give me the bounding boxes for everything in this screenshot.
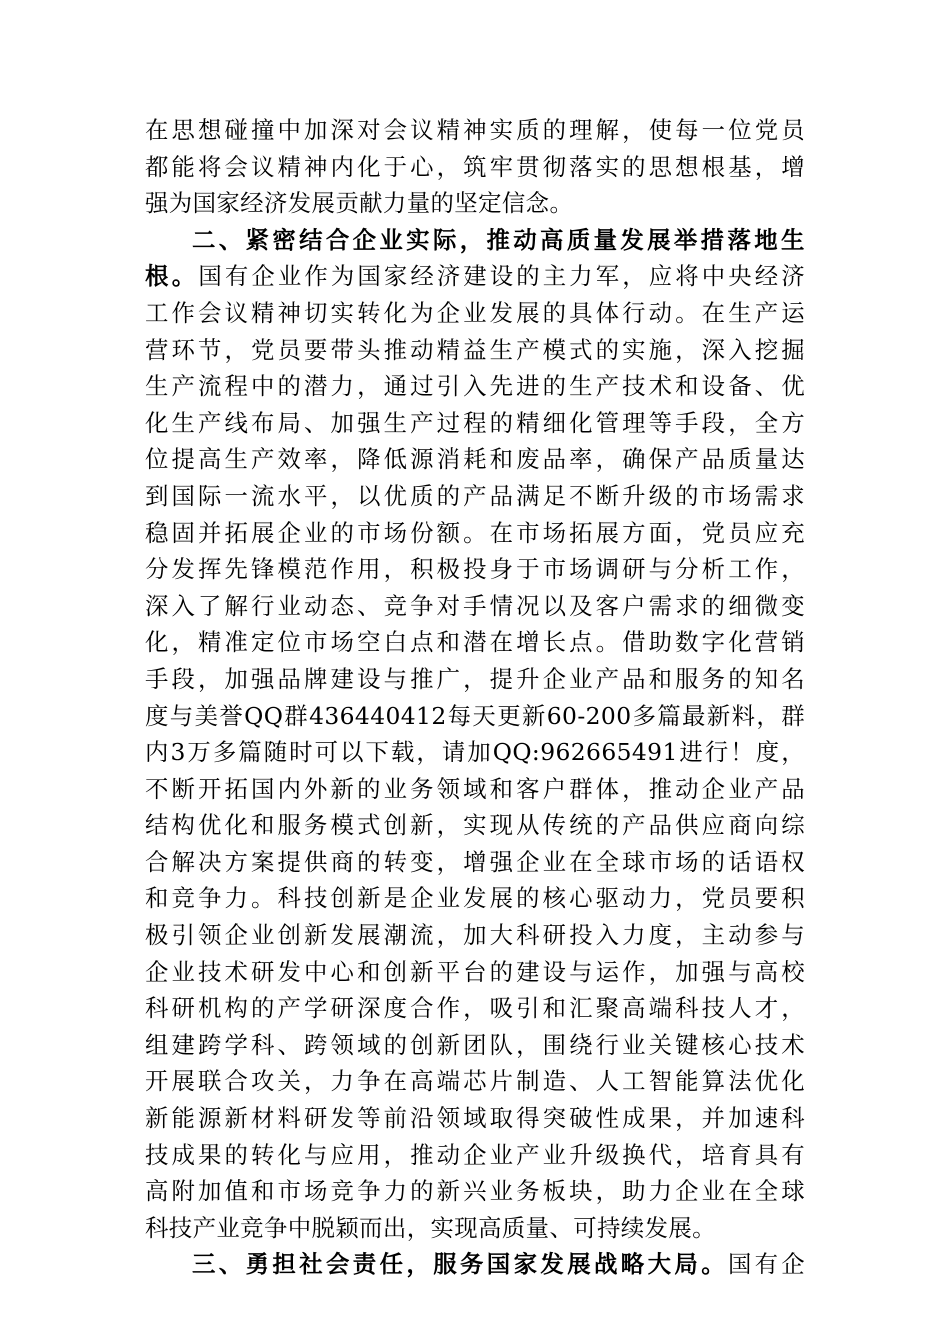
text-line: 开展联合攻关，力争在高端芯片制造、人工智能算法优化 [145,1067,805,1096]
text-line: 科技产业竞争中脱颖而出，实现高质量、可持续发展。 [145,1213,716,1242]
text-line: 合解决方案提供商的转变，增强企业在全球市场的话语权 [145,847,805,876]
text-line: 工作会议精神切实转化为企业发展的具体行动。在生产运 [145,298,805,327]
text-line: 化生产线布局、加强生产过程的精细化管理等手段，全方 [145,408,805,437]
text-line: 极引领企业创新发展潮流，加大科研投入力度，主动参与 [145,921,805,950]
text-line: 强为国家经济发展贡献力量的坚定信念。 [145,189,574,218]
text-line [145,1246,805,1283]
text-line: 高附加值和市场竞争力的新兴业务板块，助力企业在全球 [145,1177,805,1206]
text-line: 都能将会议精神内化于心，筑牢贯彻落实的思想根基，增 [145,152,805,181]
text-line: 技成果的转化与应用，推动企业产业升级换代，培育具有 [145,1140,805,1169]
text-line: 到国际一流水平，以优质的产品满足不断升级的市场需求 [145,481,805,510]
text-line: 企业技术研发中心和创新平台的建设与运作，加强与高校 [145,957,805,986]
text-line: 生产流程中的潜力，通过引入先进的生产技术和设备、优 [145,372,805,401]
text-line: 新能源新材料研发等前沿领域取得突破性成果，并加速科 [145,1104,805,1133]
text-line: 内3万多篇随时可以下载，请加QQ:962665491进行！度， [145,738,805,767]
text-line: 营环节，党员要带头推动精益生产模式的实施，深入挖掘 [145,335,805,364]
text-line: 位提高生产效率，降低源消耗和废品率，确保产品质量达 [145,445,805,474]
section-heading-3: 三、勇担社会责任，服务国家发展战略大局。 [192,1250,729,1279]
document-page [145,112,805,1283]
text-line: 分发挥先锋模范作用，积极投身于市场调研与分析工作， [145,555,805,584]
text-line: 科研机构的产学研深度合作，吸引和汇聚高端科技人才， [145,994,805,1023]
paragraph-text: 国有企 [728,1250,806,1279]
text-line: 组建跨学科、跨领域的创新团队，围绕行业关键核心技术 [145,1030,805,1059]
text-line: 稳固并拓展企业的市场份额。在市场拓展方面，党员应充 [145,518,805,547]
text-line: 结构优化和服务模式创新，实现从传统的产品供应商向综 [145,811,805,840]
text-line: 手段，加强品牌建设与推广，提升企业产品和服务的知名 [145,664,805,693]
section-heading-2: 二、紧密结合企业实际，推动高质量发展举措落地生 [192,225,805,254]
text-line: 化，精准定位市场空白点和潜在增长点。借助数字化营销 [145,628,805,657]
text-line: 深入了解行业动态、竞争对手情况以及客户需求的细微变 [145,591,805,620]
text-line: 不断开拓国内外新的业务领域和客户群体，推动企业产品 [145,774,805,803]
text-line: 度与美誉QQ群436440412每天更新60-200多篇最新料，群 [145,701,805,730]
text-line: 和竞争力。科技创新是企业发展的核心驱动力，党员要积 [145,884,805,913]
paragraph-text: 国有企业作为国家经济建设的主力军，应将中央经济 [198,262,805,291]
text-line [145,258,805,295]
text-line: 在思想碰撞中加深对会议精神实质的理解，使每一位党员 [145,116,805,144]
section-heading-2-end: 根。 [145,262,199,291]
